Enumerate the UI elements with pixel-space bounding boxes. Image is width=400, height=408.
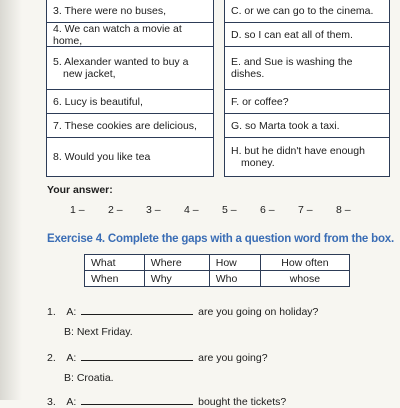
answer-slot-5[interactable]: 5 – xyxy=(222,204,237,216)
left-item-4: 4. We can watch a movie at home, xyxy=(47,23,213,47)
answer-slot-3[interactable]: 3 – xyxy=(146,204,161,216)
answer-slot-1[interactable]: 1 – xyxy=(70,204,85,216)
right-item-e: E. and Sue is washing the dishes. xyxy=(225,47,389,90)
question-number: 3. xyxy=(47,396,56,408)
word-cell: How xyxy=(209,255,260,271)
question-1-reply: B: Next Friday. xyxy=(64,326,133,338)
question-tail: are you going? xyxy=(198,352,268,364)
right-item-h: H. but he didn't have enough money. xyxy=(231,145,365,169)
right-item-c: C. or we can go to the cinema. xyxy=(225,0,389,23)
question-tail: bought the tickets? xyxy=(198,396,287,408)
speaker-a: A: xyxy=(66,306,77,318)
question-number: 1. xyxy=(47,306,56,318)
word-cell: When xyxy=(85,271,145,287)
right-item-f: F. or coffee? xyxy=(225,90,389,114)
speaker-a: A: xyxy=(66,396,77,408)
word-cell: How often xyxy=(260,255,349,271)
word-cell: Why xyxy=(144,271,209,287)
exercise-4-title: Exercise 4. Complete the gaps with a question word from the box. xyxy=(47,233,394,245)
your-answer-label: Your answer: xyxy=(47,184,113,196)
left-item-6: 6. Lucy is beautiful, xyxy=(47,90,213,114)
answer-slot-4[interactable]: 4 – xyxy=(184,204,199,216)
answer-slot-8[interactable]: 8 – xyxy=(336,204,351,216)
left-item-8: 8. Would you like tea xyxy=(53,151,151,163)
answer-gap[interactable] xyxy=(81,304,193,315)
question-word-box xyxy=(84,254,350,287)
question-2-reply: B: Croatia. xyxy=(64,372,114,384)
word-cell: What xyxy=(85,255,145,271)
question-number: 2. xyxy=(47,352,56,364)
word-box-row xyxy=(85,255,350,271)
left-item-7: 7. These cookies are delicious, xyxy=(47,114,213,138)
word-cell: Where xyxy=(144,255,209,271)
answer-gap[interactable] xyxy=(81,350,193,361)
left-item-5: 5. Alexander wanted to buy a new jacket, xyxy=(47,47,213,90)
right-item-d: D. so I can eat all of them. xyxy=(225,23,389,47)
word-box-row xyxy=(85,271,350,287)
speaker-a: A: xyxy=(66,352,77,364)
question-3 xyxy=(47,394,286,408)
answer-slot-6[interactable]: 6 – xyxy=(260,204,275,216)
word-cell: whose xyxy=(260,271,349,287)
answer-slots xyxy=(70,204,380,216)
question-tail: are you going on holiday? xyxy=(198,306,319,318)
word-cell: Who xyxy=(209,271,260,287)
answer-slot-2[interactable]: 2 – xyxy=(108,204,123,216)
match-right-column xyxy=(224,0,390,177)
answer-slot-7[interactable]: 7 – xyxy=(298,204,313,216)
right-item-g: G. so Marta took a taxi. xyxy=(225,114,389,138)
question-2 xyxy=(47,350,268,364)
page-binding-shadow xyxy=(0,0,22,400)
match-left-column xyxy=(46,0,214,177)
question-1 xyxy=(47,304,318,318)
left-item-3: 3. There were no buses, xyxy=(47,0,213,23)
